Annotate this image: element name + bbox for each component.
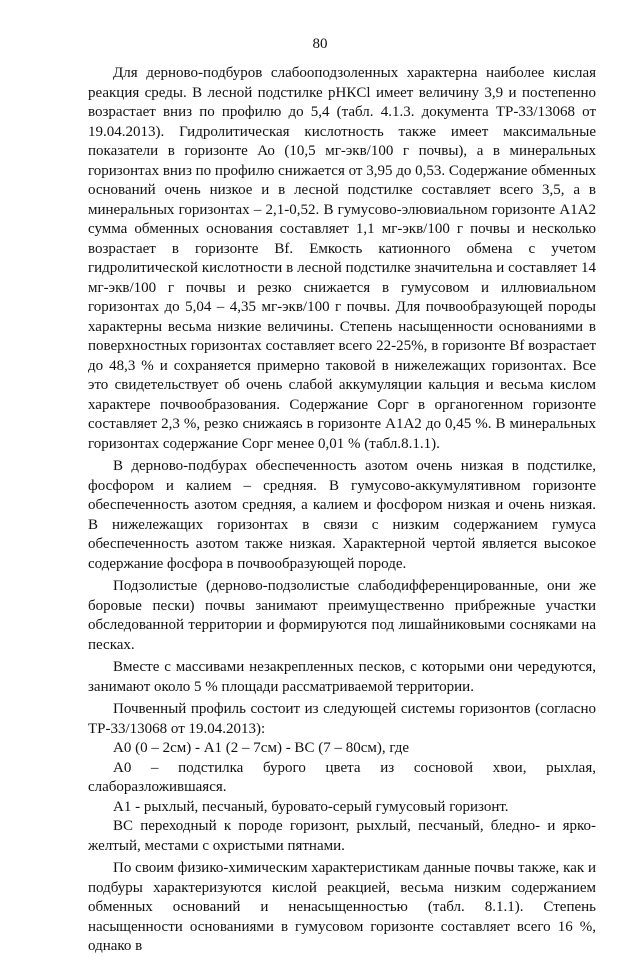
paragraph-physico-chemical: По своим физико-химическим характеристикам данные почвы также, как и подбуры характеризуются кислой реакцией, весьма низким содержанием обменных оснований и ненасыщенностью (табл. 8.1.1). Степень насыщенности основаниями в гумусовом горизонте составляет всего 16 %, однако в — [88, 860, 596, 954]
page-number: 80 — [312, 36, 328, 52]
paragraph-horizon-a1: А1 - рыхлый, песчаный, буровато-серый гумусовый горизонт. — [113, 798, 509, 815]
paragraph-profile-intro: Почвенный профиль состоит из следующей системы горизонтов (согласно ТР-33/13068 от 19.04.2013): — [88, 701, 596, 737]
document-body — [88, 64, 596, 960]
paragraph-podzolic-soils: Подзолистые (дерново-подзолистые слабодифференцированные, они же боровые пески) почвы занимают преимущественно прибрежные участки обследованной территории и формируются под лишайниковыми сосняками на песках. — [88, 578, 596, 653]
paragraph-sand-massifs: Вместе с массивами незакрепленных песков, с которыми они чередуются, занимают около 5 % площади рассматриваемой территории. — [88, 659, 596, 695]
paragraph-horizon-a0: А0 – подстилка бурого цвета из сосновой хвои, рыхлая, слаборазложившаяся. — [88, 759, 596, 795]
paragraph-horizon-sequence: А0 (0 – 2см) - А1 (2 – 7см) - ВС (7 – 80см), где — [113, 740, 410, 756]
paragraph-nutrient-supply: В дерново-подбурах обеспеченность азотом очень низкая в подстилке, фосфором и калием – средняя. В гумусово-аккумулятивном горизонте обеспеченность азотом средняя, а калием и фосфором низкая и очень низкая. В нижележащих горизонтах в связи с низким содержанием гумуса обеспеченность азотом также низкая. Характерной чертой является высокое содержание фосфора в почвообразующей породе. — [88, 458, 596, 572]
paragraph-horizon-bc: ВС переходный к породе горизонт, рыхлый, песчаный, бледно- и ярко-желтый, местами с охристыми пятнами. — [88, 818, 596, 854]
paragraph-soil-acidity: Для дерново-подбуров слабооподзоленных характерна наиболее кислая реакция среды. В лесной подстилке рНКCl имеет величину 3,9 и постепенно возрастает вниз по профилю до 5,4 (табл. 4.1.3. документа ТР-33/13068 от 19.04.2013). Гидролитическая кислотность также имеет максимальные показатели в горизонте Ао (10,5 мг-экв/100 г почвы), а в минеральных горизонтах вниз по профилю снижается от 3,95 до 0,53. Содержание обменных оснований очень низкое и в лесной подстилке составляет всего 3,5, а в минеральных горизонтах – 2,1-0,52. В гумусово-элювиальном горизонте А1А2 сумма обменных основания составляет 1,1 мг-экв/100 г почвы и несколько возрастает в горизонте Bf. Емкость катионного обмена с учетом гидролитической кислотности в лесной подстилке значительна и составляет 14 мг-экв/100 г почвы и резко снижается в гумусовом и иллювиальном горизонтах до 5,04 – 4,35 мг-экв/100 г почвы. Для почвообразующей породы характерны весьма низкие величины. Степень насыщенности основаниями в поверхностных горизонтах составляет всего 22-25%, в горизонте Bf возрастает до 48,3 % и сохраняется примерно таковой в нижележащих горизонтах. Все это свидетельствует об очень слабой аккумуляции кальция и весьма кислом характере почвообразования. Содержание Сорг в органогенном горизонте составляет 2,3 %, резко снижаясь в горизонте А1А2 до 0,45 %. В минеральных горизонтах содержание Сорг менее 0,01 % (табл.8.1.1). — [88, 65, 596, 452]
